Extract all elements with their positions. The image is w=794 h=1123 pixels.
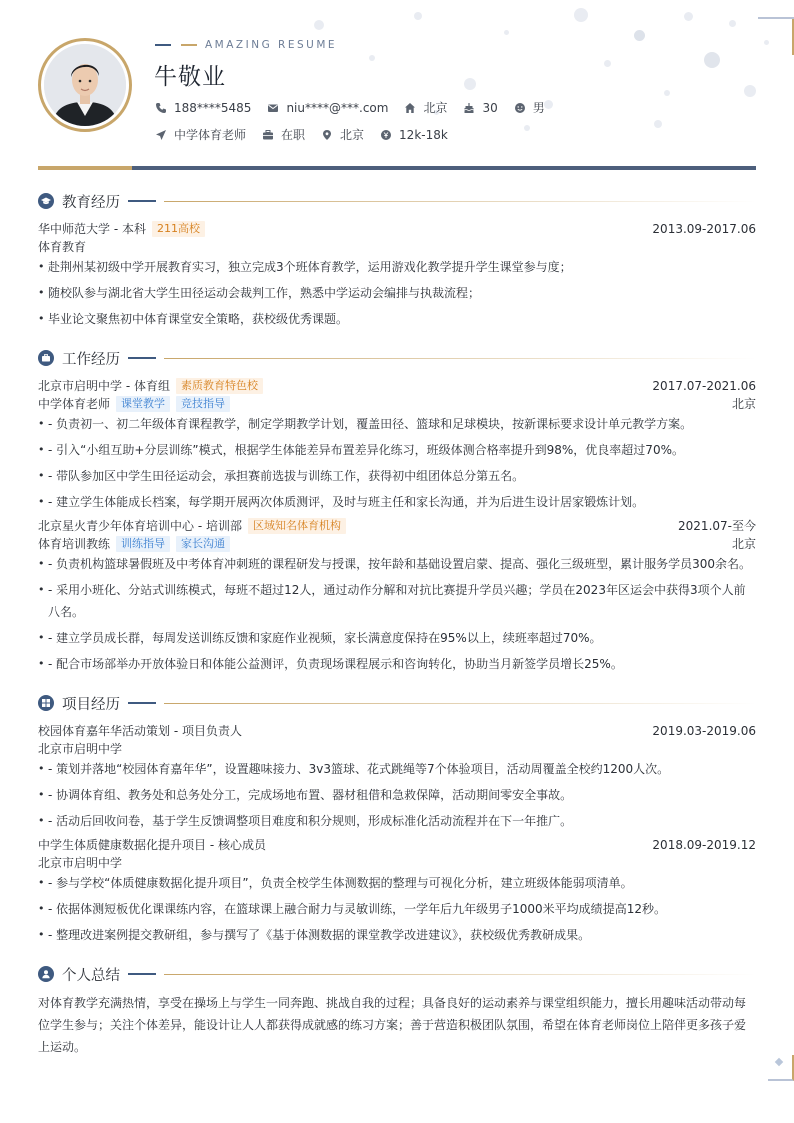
project-date: 2018.09-2019.12 (652, 837, 756, 852)
mail-icon (267, 102, 279, 114)
role-tag: 课堂教学 (116, 396, 170, 412)
project-name: 中学生体质健康数据化提升项目 - 核心成员 (38, 838, 266, 852)
job-date: 2021.07-至今 (678, 519, 756, 533)
contact-city: 北京 (404, 99, 447, 116)
tagline-text: AMAZING RESUME (205, 39, 338, 51)
tagline (155, 39, 337, 51)
list-item: • - 协调体育组、教务处和总务处分工，完成场地布置、器材租借和急救保障，活动期间零安全事故。 (38, 784, 756, 806)
list-item: • - 策划并落地“校园体育嘉年华”，设置趣味接力、3v3篮球、花式跳绳等7个体验项目，活动周覆盖全校约1200人次。 (38, 758, 756, 780)
section-work (38, 348, 756, 368)
list-item: • - 配合市场部举办开放体验日和体能公益测评，负责现场课程展示和咨询转化，协助当月新签学员增长25%。 (38, 653, 756, 675)
project-header (38, 722, 756, 739)
job-city: 北京 (731, 537, 756, 551)
section-title: 教育经历 (62, 194, 120, 211)
contact-gender: 男 (514, 99, 545, 116)
list-item: • 赴荆州某初级中学开展教育实习，独立完成3个班体育教学，运用游戏化教学提升学生课堂参与度； (38, 256, 756, 278)
list-item: • - 负责初一、初二年级体育课程教学，制定学期教学计划，覆盖田径、篮球和足球模块，按新课标要求设计单元教学方案。 (38, 413, 756, 435)
project-org-row (38, 740, 756, 757)
role-tag: 训练指导 (116, 536, 170, 552)
education-header (38, 220, 756, 237)
job-role-row (38, 535, 756, 552)
home-icon (404, 102, 416, 114)
project-org: 北京市启明中学 (38, 742, 123, 756)
section-education (38, 191, 756, 211)
list-item: • - 建立学生体能成长档案，每学期开展两次体质测评，及时与班主任和家长沟通，并为后进生设计居家锻炼计划。 (38, 491, 756, 513)
role-tag: 家长沟通 (176, 536, 230, 552)
project-header (38, 836, 756, 853)
project-date: 2019.03-2019.06 (652, 723, 756, 738)
location-icon (321, 129, 333, 141)
job-city: 北京 (731, 397, 756, 411)
list-item: • 随校队参与湖北省大学生田径运动会裁判工作，熟悉中学运动会编排与执裁流程； (38, 282, 756, 304)
send-icon (155, 129, 167, 141)
section-summary (38, 964, 756, 984)
job-row (155, 126, 464, 143)
money-icon (380, 129, 392, 141)
summary-text: 对体育教学充满热情，享受在操场上与学生一同奔跑、挑战自我的过程；具备良好的运动素养与课堂组织能力，擅长用趣味活动带动每位学生参与；关注个体差异，能设计让人人都获得成就感的练习方案；善于营造积极团队氛围，希望在体育老师岗位上陪伴更多孩子爱上运动。 (38, 996, 747, 1054)
contact-email: niu****@***.com (267, 101, 388, 115)
avatar-photo (44, 44, 126, 126)
graduation-cap-icon (38, 193, 54, 209)
person-icon (44, 44, 126, 126)
cake-icon (463, 102, 475, 114)
corner-decoration-top (758, 17, 794, 53)
list-item: • 毕业论文聚焦初中体育课堂安全策略，获校级优秀课题。 (38, 308, 756, 330)
job-header (38, 377, 756, 394)
section-title: 项目经历 (62, 696, 120, 713)
project-org: 北京市启明中学 (38, 856, 123, 870)
job-city: 北京 (321, 126, 364, 143)
list-item: • - 引入“小组互助+分层训练”模式，根据学生体能差异布置差异化练习，班级体测合格率提升到98%，优良率超过70%。 (38, 439, 756, 461)
section-title: 工作经历 (62, 351, 120, 368)
school-name: 华中师范大学 - 本科 (38, 222, 146, 236)
list-item: • - 负责机构篮球暑假班及中考体育冲刺班的课程研发与授课，按年龄和基础设置启蒙、提高、强化三级班型，累计服务学员300余名。 (38, 553, 756, 575)
job-role: 中学体育老师 (38, 397, 111, 411)
education-date: 2013.09-2017.06 (652, 221, 756, 236)
contact-row (155, 99, 561, 116)
briefcase-icon (262, 129, 274, 141)
list-item: • - 活动后回收问卷，基于学生反馈调整项目难度和积分规则，形成标准化活动流程并在下一年推广。 (38, 810, 756, 832)
phone-icon (155, 102, 167, 114)
job-role: 体育培训教练 (38, 537, 111, 551)
section-title: 个人总结 (62, 967, 120, 984)
contact-phone: 188****5485 (155, 101, 251, 115)
employer-tag: 区域知名体育机构 (248, 518, 346, 534)
list-item: • - 建立学员成长群，每周发送训练反馈和家庭作业视频，家长满意度保持在95%以上，续班率超过70%。 (38, 627, 756, 649)
avatar (38, 38, 132, 132)
job-header (38, 517, 756, 534)
job-salary: 12k-18k (380, 128, 448, 142)
list-item: • - 整理改进案例提交教研组，参与撰写了《基于体测数据的课堂教学改进建议》，获校级优秀教研成果。 (38, 924, 756, 946)
list-item: • - 参与学校“体质健康数据化提升项目”，负责全校学生体测数据的整理与可视化分析，建立班级体能弱项清单。 (38, 872, 756, 894)
employer-name: 北京星火青少年体育培训中心 - 培训部 (38, 519, 242, 533)
list-item: • - 带队参加区中学生田径运动会，承担赛前选拔与训练工作，获得初中组团体总分第五名。 (38, 465, 756, 487)
project-name: 校园体育嘉年华活动策划 - 项目负责人 (38, 724, 242, 738)
section-projects (38, 693, 756, 713)
role-tag: 竞技指导 (176, 396, 230, 412)
project-org-row (38, 854, 756, 871)
employer-tag: 素质教育特色校 (176, 378, 263, 394)
employer-name: 北京市启明中学 - 体育组 (38, 379, 170, 393)
education-major: 体育教育 (38, 240, 87, 254)
list-item: • - 依据体测短板优化课课练内容，在篮球课上融合耐力与灵敏训练，一学年后九年级男子1000米平均成绩提高12秒。 (38, 898, 756, 920)
job-role-row (38, 395, 756, 412)
list-item: • - 采用小班化、分站式训练模式，每班不超过12人，通过动作分解和对抗比赛提升学员兴趣；学员在2023年区运会中获得3项个人前八名。 (38, 579, 756, 623)
contact-age: 30 (463, 101, 497, 115)
grid-icon (38, 695, 54, 711)
education-major-row (38, 238, 756, 255)
school-tag: 211高校 (152, 221, 205, 237)
person-name: 牛敬业 (154, 64, 226, 90)
job-position: 中学体育老师 (155, 126, 246, 143)
header-divider (38, 166, 756, 170)
user-icon (38, 966, 54, 982)
smile-icon (514, 102, 526, 114)
briefcase-icon (38, 350, 54, 366)
job-status: 在职 (262, 126, 305, 143)
job-date: 2017.07-2021.06 (652, 378, 756, 393)
